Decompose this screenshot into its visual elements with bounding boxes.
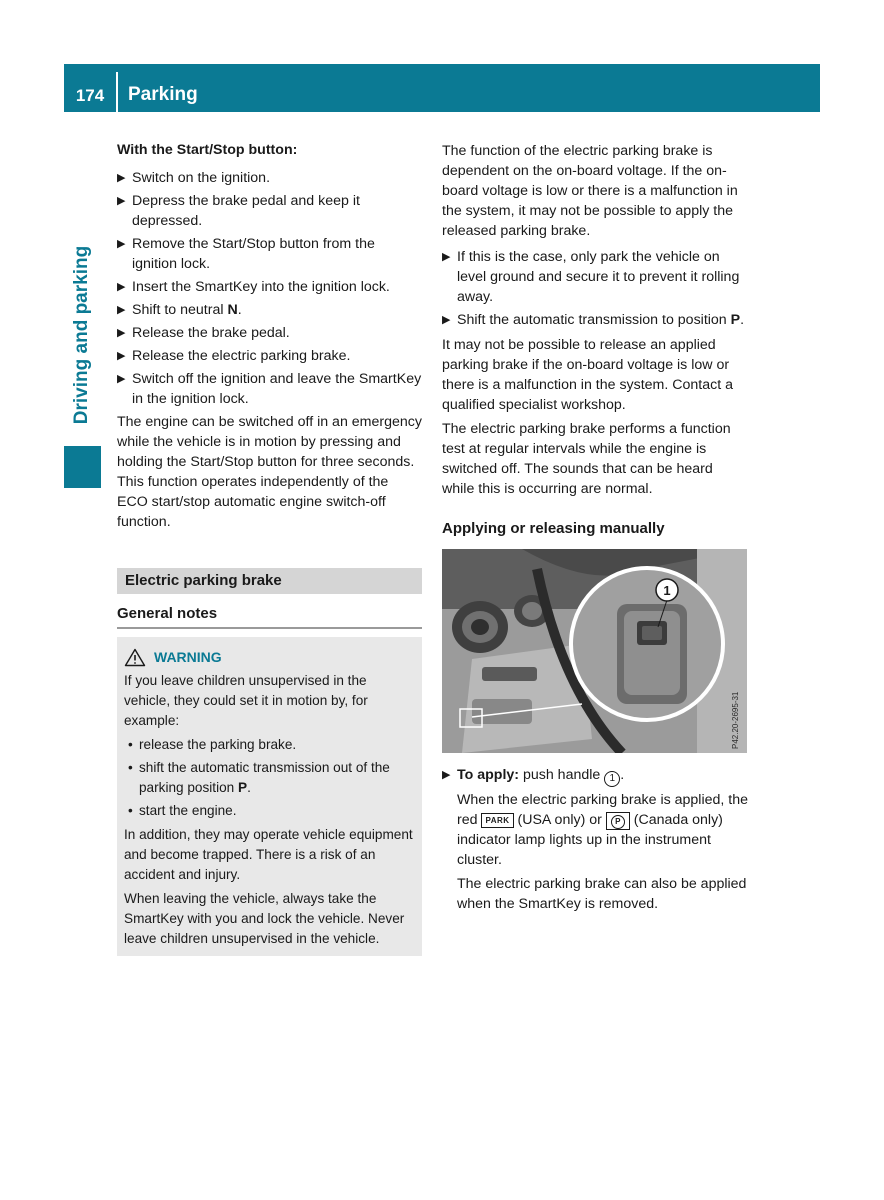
step-item: ▶ Switch on the ignition. [117, 170, 271, 186]
step-arrow-icon: ▶ [117, 327, 126, 339]
step-item: ▶ Shift the automatic transmission to position P. [442, 312, 745, 328]
bullet-item: • release the parking brake. [128, 737, 297, 752]
step-arrow-icon: ▶ [442, 769, 451, 781]
side-tab-marker [64, 446, 101, 488]
step-item: ▶ Release the electric parking brake. [117, 348, 351, 364]
start-stop-steps [117, 168, 422, 409]
release-paragraph: It may not be possible to release an applied parking brake if the on-board voltage is low or there is a malfunction in the system. Contact a qualified specialist workshop. [442, 337, 733, 413]
step-arrow-icon: ▶ [442, 314, 451, 326]
start-stop-heading: With the Start/Stop button: [117, 142, 298, 158]
step-arrow-icon: ▶ [117, 304, 126, 316]
bullet-item: • start the engine. [128, 803, 237, 818]
park-indicator-icon: PARK [481, 813, 513, 828]
apply-indicator-paragraph: When the electric parking brake is applied, the red PARK (USA only) or P (Canada only) indicator lamp lights up in the instrument cluster. [457, 792, 749, 868]
side-tab-label: Driving and parking [71, 245, 93, 425]
callout-1-icon: 1 [604, 771, 620, 787]
warning-intro: If you leave children unsupervised in the vehicle, they could set it in motion by, for example: [124, 673, 368, 728]
step-item: ▶ Release the brake pedal. [117, 325, 290, 341]
step-item: ▶ Depress the brake pedal and keep it depressed. [117, 193, 360, 229]
emergency-paragraph: The engine can be switched off in an emergency while the vehicle is in motion by pressing and holding the Start/Stop button for three seconds. This function operates independently of the ECO start/stop automatic engine switch-off function. [117, 414, 422, 530]
warning-paragraph-1: In addition, they may operate vehicle equipment and become trapped. There is a risk of an accident and injury. [124, 827, 413, 882]
page-title: Parking [128, 84, 198, 105]
step-item: ▶ If this is the case, only park the vehicle on level ground and secure it to prevent it rolling away. [442, 249, 740, 305]
smartkey-removed-paragraph: The electric parking brake can also be applied when the SmartKey is removed. [457, 876, 747, 912]
header-divider [116, 72, 118, 112]
function-test-paragraph: The electric parking brake performs a function test at regular intervals while the engine is switched off. The sounds that can be heard while this is occurring are normal. [442, 421, 731, 497]
step-item: ▶ Shift to neutral N. [117, 302, 242, 318]
warning-box [117, 637, 422, 956]
applying-releasing-heading: Applying or releasing manually [442, 520, 665, 537]
step-arrow-icon: ▶ [117, 281, 126, 293]
warning-paragraph-2: When leaving the vehicle, always take the SmartKey with you and lock the vehicle. Never leave children unsupervised in the vehicle. [124, 891, 405, 946]
parking-brake-indicator-icon: P [606, 812, 630, 830]
step-arrow-icon: ▶ [117, 373, 126, 385]
general-notes-heading: General notes [117, 604, 422, 629]
photo-callout: 1 [663, 583, 671, 598]
voltage-steps [442, 247, 748, 330]
step-arrow-icon: ▶ [117, 195, 126, 207]
step-item: ▶ To apply: push handle 1 . [442, 765, 748, 787]
section-title: Electric parking brake [117, 568, 422, 594]
step-item: ▶ Switch off the ignition and leave the SmartKey in the ignition lock. [117, 371, 422, 407]
step-arrow-icon: ▶ [117, 350, 126, 362]
step-item: ▶ Remove the Start/Stop button from the ignition lock. [117, 236, 375, 272]
bullet-item: • shift the automatic transmission out of the parking position P. [128, 760, 390, 795]
right-column [442, 141, 748, 918]
parking-brake-photo [442, 549, 747, 753]
warning-bullets [124, 735, 415, 821]
photo-code: P42.20-2695-31 [731, 691, 740, 749]
warning-triangle-icon [124, 648, 146, 667]
step-item: ▶ Insert the SmartKey into the ignition lock. [117, 279, 390, 295]
voltage-intro: The function of the electric parking brake is dependent on the on-board voltage. If the on-board voltage is low or there is a malfunction in the system, it may not be possible to apply the released parking brake. [442, 143, 738, 239]
page-number: 174 [75, 86, 105, 105]
warning-header [124, 647, 415, 667]
apply-label: To apply: [457, 767, 520, 783]
side-tab-label-wrap [64, 230, 101, 440]
step-arrow-icon: ▶ [442, 251, 451, 263]
apply-text: push handle [522, 767, 601, 783]
warning-title: WARNING [154, 649, 222, 665]
step-arrow-icon: ▶ [117, 172, 126, 184]
apply-steps [442, 765, 748, 787]
step-arrow-icon: ▶ [117, 238, 126, 250]
left-column [117, 140, 422, 956]
